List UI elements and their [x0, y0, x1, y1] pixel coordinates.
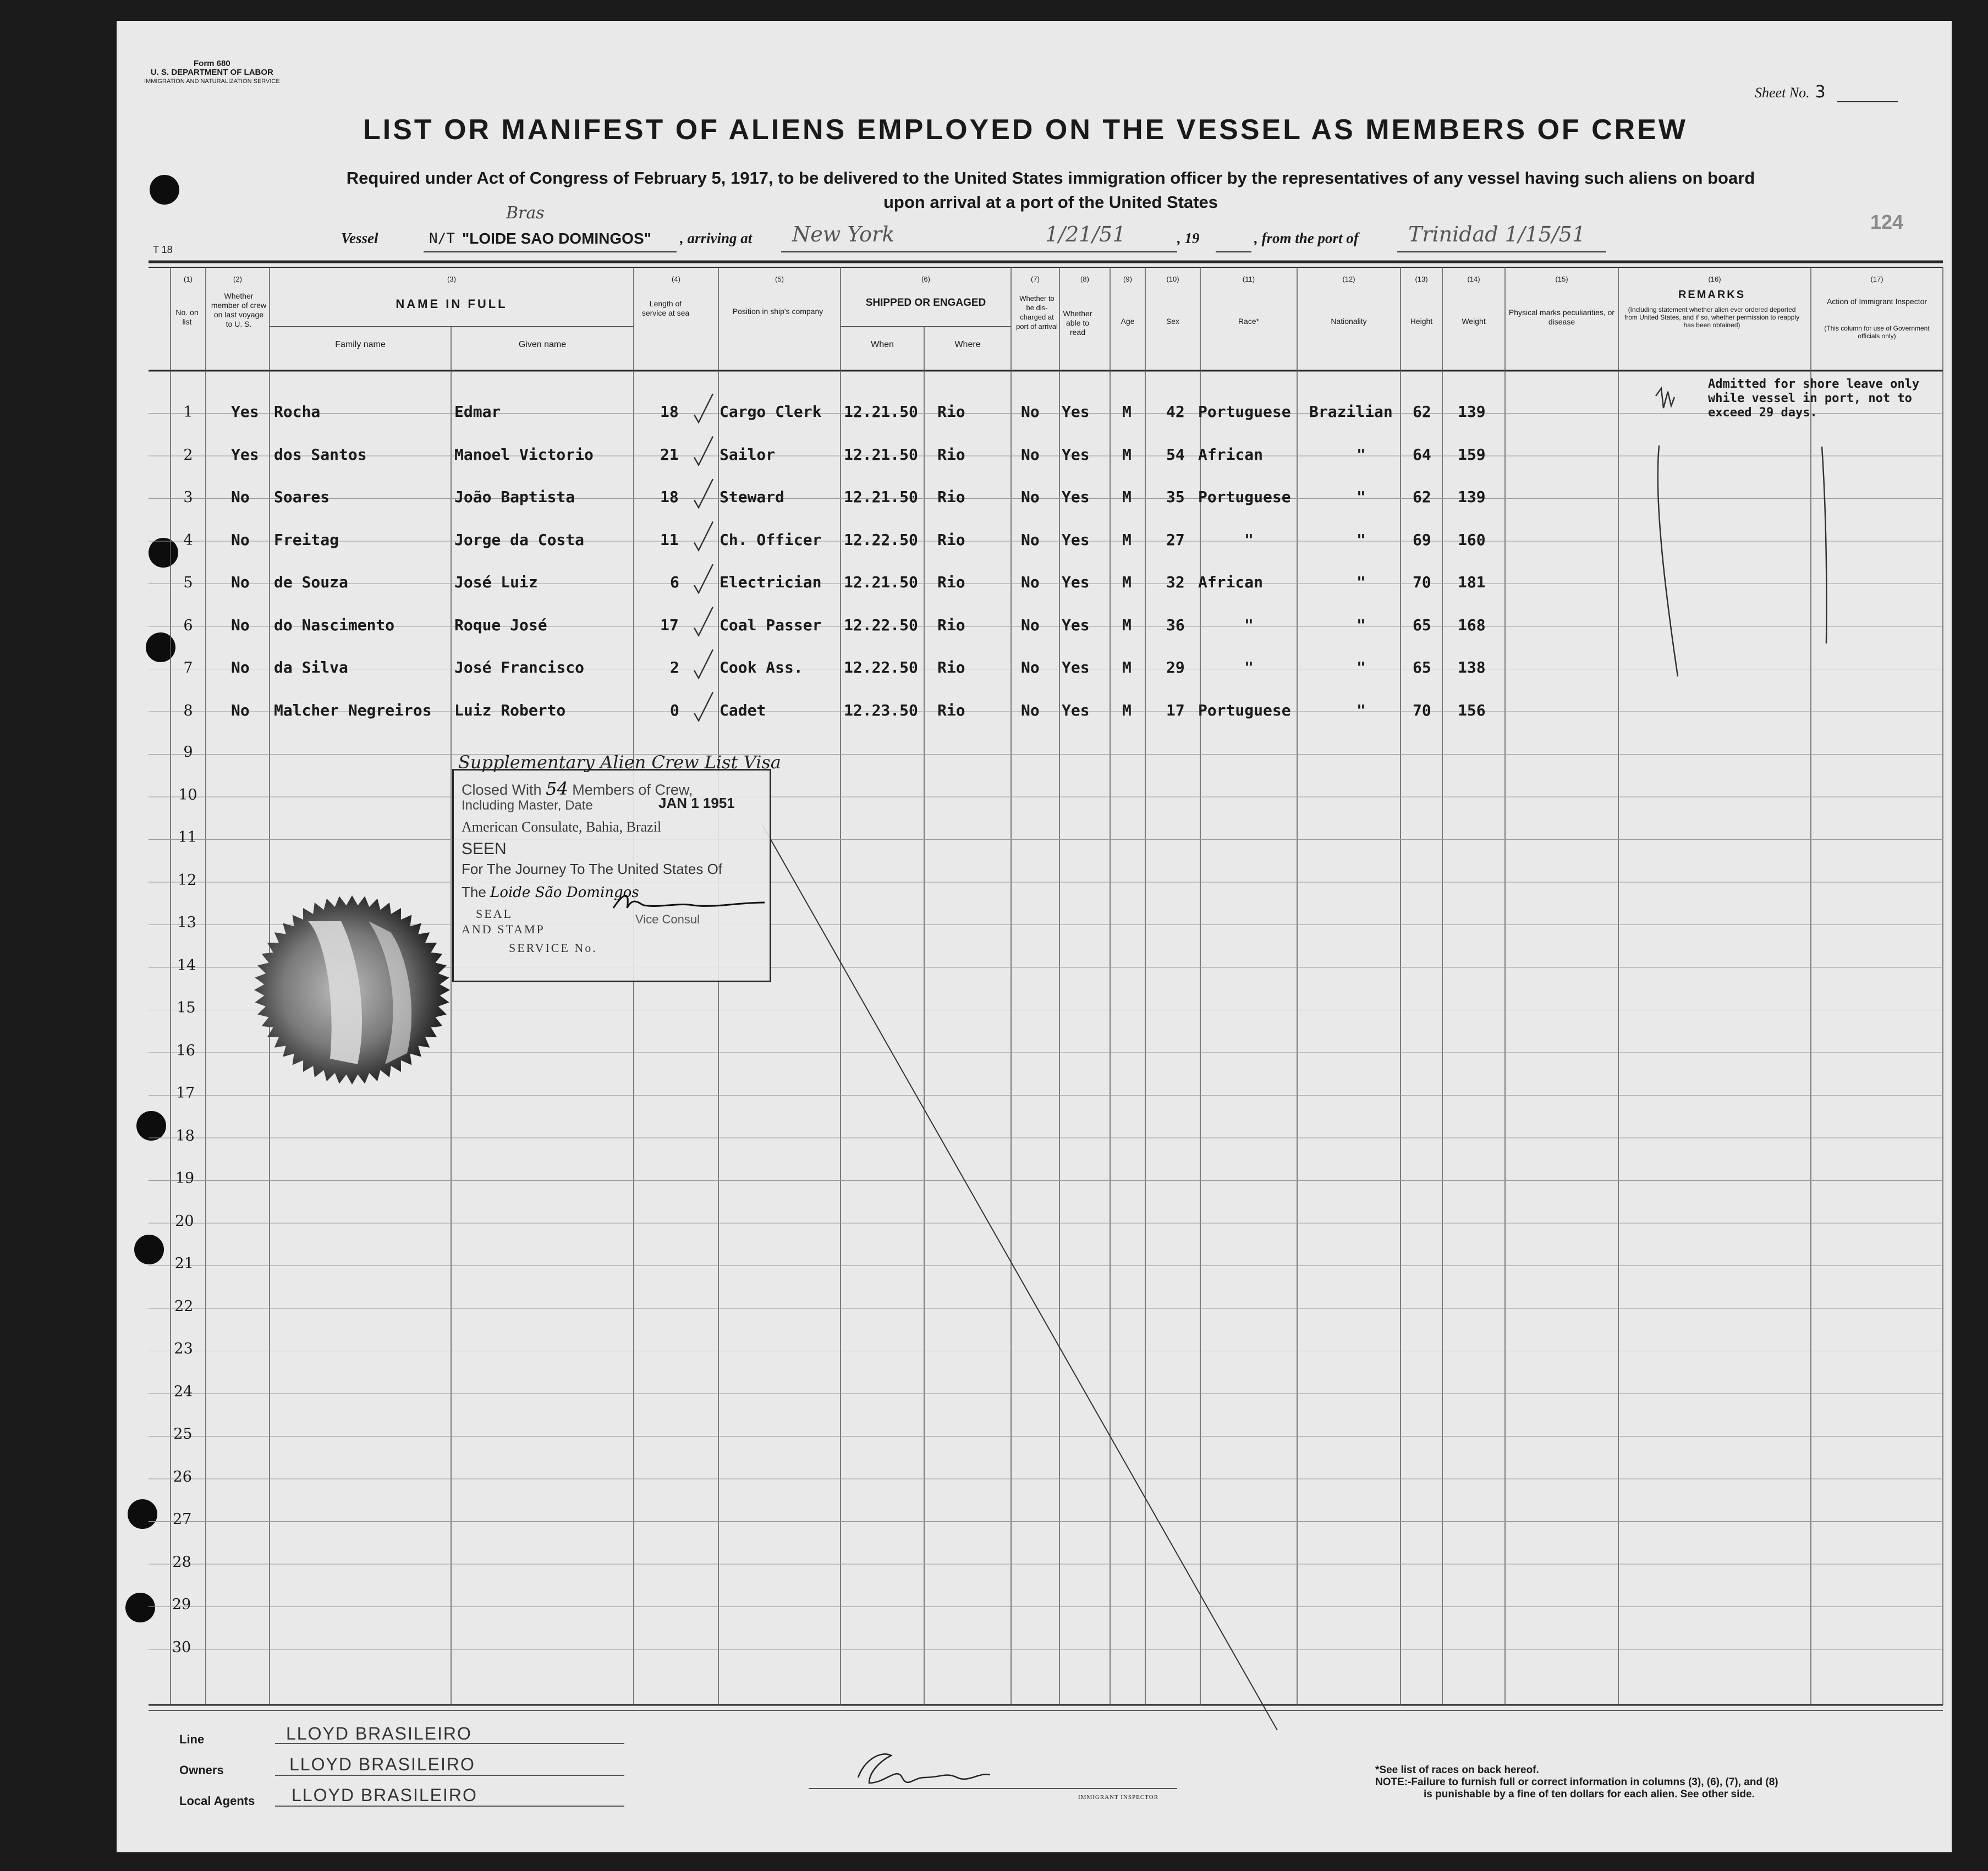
cell-where: Rio	[937, 445, 965, 464]
cell-weight: 159	[1458, 445, 1486, 464]
cell-given: Roque José	[454, 615, 547, 634]
cell-member: No	[231, 615, 250, 634]
row-number: 27	[173, 1511, 192, 1528]
cell-service: 0	[670, 701, 679, 719]
cell-position: Cook Ass.	[720, 658, 803, 676]
stamp-line-2: Including Master, Date	[462, 798, 593, 813]
cell-where: Rio	[937, 658, 965, 676]
cell-when: 12.21.50	[844, 445, 918, 464]
cell-where: Rio	[937, 701, 965, 719]
header-physical-marks: Physical marks peculiarities, or disease	[1508, 308, 1615, 326]
row-number: 10	[178, 786, 197, 804]
stamp-line-5: For The Journey To The United States Of	[462, 861, 723, 877]
cell-where: Rio	[937, 403, 965, 421]
stamp-line-3: American Consulate, Bahia, Brazil	[462, 819, 662, 835]
cell-position: Sailor	[720, 445, 776, 464]
cell-height: 70	[1413, 573, 1431, 591]
column-number: (16)	[1708, 275, 1721, 283]
cell-when: 12.21.50	[844, 403, 918, 421]
sheet-label: Sheet No.	[1755, 85, 1810, 101]
footer-note-penalty-2: is punishable by a fine of ten dollars for each alien. See other side.	[1424, 1789, 1755, 1800]
cell-service: 18	[660, 403, 679, 421]
column-number: (10)	[1166, 275, 1179, 283]
column-number: (14)	[1467, 275, 1480, 283]
cell-race: Portuguese	[1198, 488, 1291, 506]
column-number: (1)	[184, 275, 193, 283]
footer-line-value: LLOYD BRASILEIRO	[286, 1724, 472, 1743]
row-number: 8	[183, 702, 193, 719]
row-number: 17	[176, 1085, 195, 1102]
column-number: (9)	[1123, 275, 1132, 283]
arriving-label: , arriving at	[680, 230, 753, 246]
cell-race: Portuguese	[1198, 701, 1291, 719]
row-number: 20	[175, 1212, 194, 1230]
stamp-line-4: SEEN	[462, 840, 507, 858]
cell-nationality: "	[1357, 701, 1366, 719]
stamp-count: 54	[546, 778, 568, 799]
header-given-name: Given name	[518, 340, 567, 349]
punch-hole	[125, 1593, 155, 1622]
header-age: Age	[1121, 317, 1135, 326]
header-remarks: REMARKS	[1678, 289, 1746, 301]
cell-weight: 160	[1458, 530, 1486, 549]
footer-line-label: Line	[179, 1732, 205, 1746]
cell-height: 70	[1413, 701, 1431, 719]
page-number: 124	[1870, 211, 1904, 233]
cell-family: de Souza	[274, 573, 348, 591]
cell-given: José Francisco	[454, 658, 585, 676]
column-number: (6)	[921, 275, 930, 283]
cell-age: 35	[1166, 488, 1185, 506]
column-number: (12)	[1342, 275, 1355, 283]
consulate-stamp	[452, 752, 781, 982]
header-whether-read: Whether able to read	[1063, 309, 1092, 337]
row-number: 4	[183, 531, 193, 549]
stamp-seal: SEAL	[476, 907, 513, 921]
row-number: 21	[174, 1255, 194, 1272]
stamp-and-stamp: AND STAMP	[462, 922, 545, 936]
footer-agents-value: LLOYD BRASILEIRO	[292, 1785, 477, 1805]
vessel-handwritten: Bras	[506, 203, 545, 223]
vessel-label-text: Vessel	[341, 230, 378, 246]
footer-notes	[1375, 1764, 1778, 1801]
form-ref: T 18	[153, 244, 173, 255]
header-whether-discharged: Whether to be dis-charged at port of arrival	[1016, 294, 1058, 331]
cell-when: 12.22.50	[844, 615, 918, 634]
punch-hole	[146, 632, 175, 662]
inspector-label: IMMIGRANT INSPECTOR	[1078, 1794, 1159, 1801]
row-number: 9	[183, 744, 193, 761]
cell-age: 36	[1166, 615, 1185, 634]
cell-sex: M	[1122, 701, 1132, 719]
from-port: Trinidad 1/15/51	[1408, 222, 1586, 246]
cell-given: Edmar	[454, 403, 501, 421]
row-number: 28	[172, 1553, 191, 1571]
cell-service: 6	[670, 573, 679, 591]
cell-weight: 156	[1458, 701, 1486, 719]
cell-service: 18	[660, 488, 679, 506]
cell-given: José Luiz	[454, 573, 538, 591]
cell-age: 29	[1166, 658, 1185, 676]
header-position: Position in ship's company	[732, 307, 823, 316]
cell-service: 2	[670, 658, 679, 676]
cell-nationality: "	[1357, 615, 1366, 634]
cell-position: Cargo Clerk	[720, 403, 822, 421]
arriving-port: New York	[792, 222, 895, 246]
cell-read: Yes	[1062, 403, 1090, 421]
cell-age: 27	[1166, 530, 1185, 549]
cell-read: Yes	[1062, 445, 1090, 464]
row-number: 16	[176, 1042, 195, 1059]
header-family-name: Family name	[335, 340, 386, 349]
cell-sex: M	[1122, 615, 1132, 634]
cell-height: 69	[1413, 530, 1431, 549]
row-number: 22	[174, 1297, 194, 1315]
cell-position: Cadet	[720, 701, 766, 719]
cell-read: Yes	[1062, 530, 1090, 549]
cell-service: 21	[660, 445, 679, 464]
column-number: (13)	[1415, 275, 1428, 283]
cell-weight: 181	[1458, 573, 1486, 591]
footer-note-penalty-1: NOTE:-Failure to furnish full or correct information in columns (3), (6), (7), and (8)	[1375, 1776, 1778, 1788]
column-number: (2)	[233, 275, 242, 283]
cell-weight: 139	[1458, 403, 1486, 421]
cell-member: No	[231, 573, 250, 591]
sheet-number	[1755, 82, 1826, 102]
cell-nationality: "	[1357, 573, 1366, 591]
footer-owners-label: Owners	[179, 1763, 224, 1777]
cell-sex: M	[1122, 403, 1132, 421]
cell-discharged: No	[1021, 615, 1040, 634]
arrival-date: 1/21/51	[1045, 222, 1126, 246]
cell-when: 12.22.50	[844, 530, 918, 549]
cell-read: Yes	[1062, 658, 1090, 676]
stamp-ship-name: Loide São Domingos	[490, 884, 639, 901]
page-subtitle	[209, 166, 1892, 214]
cell-when: 12.23.50	[844, 701, 918, 719]
cell-discharged: No	[1021, 403, 1040, 421]
consul-signature-icon	[608, 886, 773, 919]
year-label: , 19	[1177, 230, 1200, 246]
column-number: (8)	[1080, 275, 1089, 283]
header-weight: Weight	[1462, 317, 1486, 326]
cell-family: dos Santos	[274, 445, 367, 464]
vessel-name: "LOIDE SAO DOMINGOS"	[462, 230, 651, 247]
department-name: U. S. DEPARTMENT OF LABOR	[150, 68, 273, 77]
cell-position: Ch. Officer	[720, 530, 822, 549]
cell-when: 12.22.50	[844, 658, 918, 676]
vessel-label	[341, 230, 378, 247]
cell-read: Yes	[1062, 488, 1090, 506]
row-number: 24	[173, 1383, 193, 1400]
row-number: 12	[178, 871, 197, 889]
row-number: 15	[177, 999, 196, 1016]
row-number: 18	[175, 1127, 195, 1144]
cell-weight: 138	[1458, 658, 1486, 676]
row-number: 7	[183, 659, 193, 676]
cell-height: 64	[1413, 445, 1431, 464]
cell-discharged: No	[1021, 658, 1040, 676]
row-number: 1	[183, 404, 193, 421]
row-number: 3	[183, 489, 193, 506]
header-sex: Sex	[1166, 317, 1180, 326]
header-action-inspector: Action of Immigrant Inspector	[1826, 297, 1927, 306]
column-number: (11)	[1242, 275, 1255, 283]
cell-given: João Baptista	[454, 488, 575, 506]
cell-weight: 168	[1458, 615, 1486, 634]
header-where: Where	[954, 340, 981, 349]
cell-when: 12.21.50	[844, 488, 918, 506]
cell-height: 62	[1413, 488, 1431, 506]
punch-hole	[134, 1235, 164, 1264]
cell-service: 11	[660, 530, 679, 549]
vessel-prefix-text: N/T	[429, 230, 455, 247]
stamp-members: Members of Crew,	[572, 782, 693, 798]
cell-race: "	[1244, 530, 1254, 549]
footer-note-races: *See list of races on back hereof.	[1375, 1764, 1539, 1776]
cell-height: 65	[1413, 615, 1431, 634]
punch-hole	[150, 175, 179, 205]
column-number: (5)	[775, 275, 784, 283]
cell-where: Rio	[937, 615, 965, 634]
row-number: 14	[177, 956, 196, 974]
cell-family: do Nascimento	[274, 615, 395, 634]
cell-position: Electrician	[720, 573, 822, 591]
stamp-closed-with: Closed With	[462, 782, 542, 798]
row-number: 23	[174, 1340, 193, 1357]
cell-nationality: "	[1357, 488, 1366, 506]
cell-age: 42	[1166, 403, 1185, 421]
cell-sex: M	[1122, 658, 1132, 676]
header-nationality: Nationality	[1331, 317, 1367, 326]
cell-member: Yes	[231, 445, 259, 464]
sheet-value: 3	[1815, 82, 1826, 102]
stamp-vice-consul: Vice Consul	[635, 912, 700, 926]
cell-race: African	[1198, 573, 1264, 591]
cell-race: "	[1244, 615, 1254, 634]
row-number: 6	[183, 617, 193, 634]
cell-where: Rio	[937, 530, 965, 549]
column-number: (15)	[1555, 275, 1568, 283]
cell-race: African	[1198, 445, 1264, 464]
cell-sex: M	[1122, 488, 1132, 506]
cell-discharged: No	[1021, 530, 1040, 549]
row-number: 19	[175, 1170, 195, 1187]
header-no-on-list: No. on list	[175, 308, 199, 326]
cell-discharged: No	[1021, 488, 1040, 506]
from-label: , from the port of	[1254, 230, 1359, 246]
cell-member: Yes	[231, 403, 259, 421]
cell-read: Yes	[1062, 701, 1090, 719]
header-when: When	[871, 340, 894, 349]
cell-family: Freitag	[274, 530, 339, 549]
row-number: 30	[172, 1638, 191, 1656]
cell-given: Manoel Victorio	[454, 445, 594, 464]
column-number: (4)	[672, 275, 680, 283]
header-remarks-note: (Including statement whether alien ever ordered deported from United States, and if so, whether permission to reapply has been obtained)	[1624, 306, 1800, 329]
cell-family: da Silva	[274, 658, 348, 676]
header-race: Race*	[1238, 317, 1260, 326]
cell-member: No	[231, 658, 250, 676]
cell-position: Steward	[720, 488, 785, 506]
cell-age: 17	[1166, 701, 1185, 719]
cell-sex: M	[1122, 573, 1132, 591]
form-identifier	[144, 59, 280, 86]
row-number: 5	[183, 574, 193, 591]
cell-given: Jorge da Costa	[454, 530, 585, 549]
cell-sex: M	[1122, 445, 1132, 464]
row-number: 13	[177, 914, 196, 931]
footer-agents-label: Local Agents	[179, 1794, 255, 1808]
cell-race: Portuguese	[1198, 403, 1291, 421]
column-number: (3)	[447, 275, 456, 283]
row-number: 11	[178, 829, 197, 846]
header-length-of-service: Length of service at sea	[641, 299, 690, 317]
subtitle-line-1: Required under Act of Congress of February 5, 1917, to be delivered to the United States immigration officer by the representatives of any vessel having such aliens on board	[346, 168, 1755, 188]
stamp-the: The	[462, 884, 486, 900]
cell-where: Rio	[937, 488, 965, 506]
cell-race: "	[1244, 658, 1254, 676]
cell-member: No	[231, 701, 250, 719]
cell-family: Soares	[274, 488, 330, 506]
stamp-handwritten-note: Supplementary Alien Crew List Visa	[458, 752, 781, 773]
cell-service: 17	[660, 615, 679, 634]
cell-nationality: Brazilian	[1309, 403, 1393, 421]
cell-discharged: No	[1021, 573, 1040, 591]
service-name: IMMIGRATION AND NATURALIZATION SERVICE	[144, 78, 280, 85]
header-height: Height	[1410, 317, 1433, 326]
header-shipped-engaged: SHIPPED OR ENGAGED	[865, 297, 986, 309]
row-number: 29	[172, 1596, 191, 1613]
cell-sex: M	[1122, 530, 1132, 549]
cell-age: 32	[1166, 573, 1185, 591]
cell-nationality: "	[1357, 530, 1366, 549]
cell-when: 12.21.50	[844, 573, 918, 591]
row-number: 2	[183, 446, 193, 464]
cell-member: No	[231, 530, 250, 549]
cell-read: Yes	[1062, 573, 1090, 591]
cell-where: Rio	[937, 573, 965, 591]
header-name-in-full: NAME IN FULL	[396, 297, 508, 311]
row-number: 25	[173, 1426, 193, 1443]
cell-nationality: "	[1357, 445, 1366, 464]
footer-owners-value: LLOYD BRASILEIRO	[289, 1754, 475, 1774]
column-number: (17)	[1870, 275, 1883, 283]
form-number: Form 680	[194, 59, 230, 68]
punch-hole	[136, 1111, 166, 1141]
stamp-date: JAN 1 1951	[658, 795, 735, 811]
cell-position: Coal Passer	[720, 615, 822, 634]
remark-shore-leave: Admitted for shore leave only while vessel in port, not to exceed 29 days.	[1708, 377, 1920, 420]
subtitle-line-2: upon arrival at a port of the United States	[883, 192, 1218, 212]
stamp-service-no: SERVICE No.	[509, 941, 597, 955]
row-number: 26	[173, 1468, 192, 1485]
cell-given: Luiz Roberto	[454, 701, 566, 719]
cell-age: 54	[1166, 445, 1185, 464]
cell-family: Malcher Negreiros	[274, 701, 432, 719]
cell-height: 62	[1413, 403, 1431, 421]
embossed-seal-icon	[242, 888, 462, 1092]
page-title: LIST OR MANIFEST OF ALIENS EMPLOYED ON THE VESSEL AS MEMBERS OF CREW	[363, 114, 1688, 146]
punch-hole	[128, 1499, 157, 1529]
cell-family: Rocha	[274, 403, 321, 421]
vessel-prefix	[429, 230, 455, 247]
cell-discharged: No	[1021, 445, 1040, 464]
cell-read: Yes	[1062, 615, 1090, 634]
cell-height: 65	[1413, 658, 1431, 676]
cell-discharged: No	[1021, 701, 1040, 719]
header-whether-member: Whether member of crew on last voyage to U. S.	[211, 291, 267, 328]
column-number: (7)	[1031, 275, 1040, 283]
header-action-note: (This column for use of Government officials only)	[1824, 324, 1930, 340]
cell-nationality: "	[1357, 658, 1366, 676]
cell-weight: 139	[1458, 488, 1486, 506]
cell-member: No	[231, 488, 250, 506]
